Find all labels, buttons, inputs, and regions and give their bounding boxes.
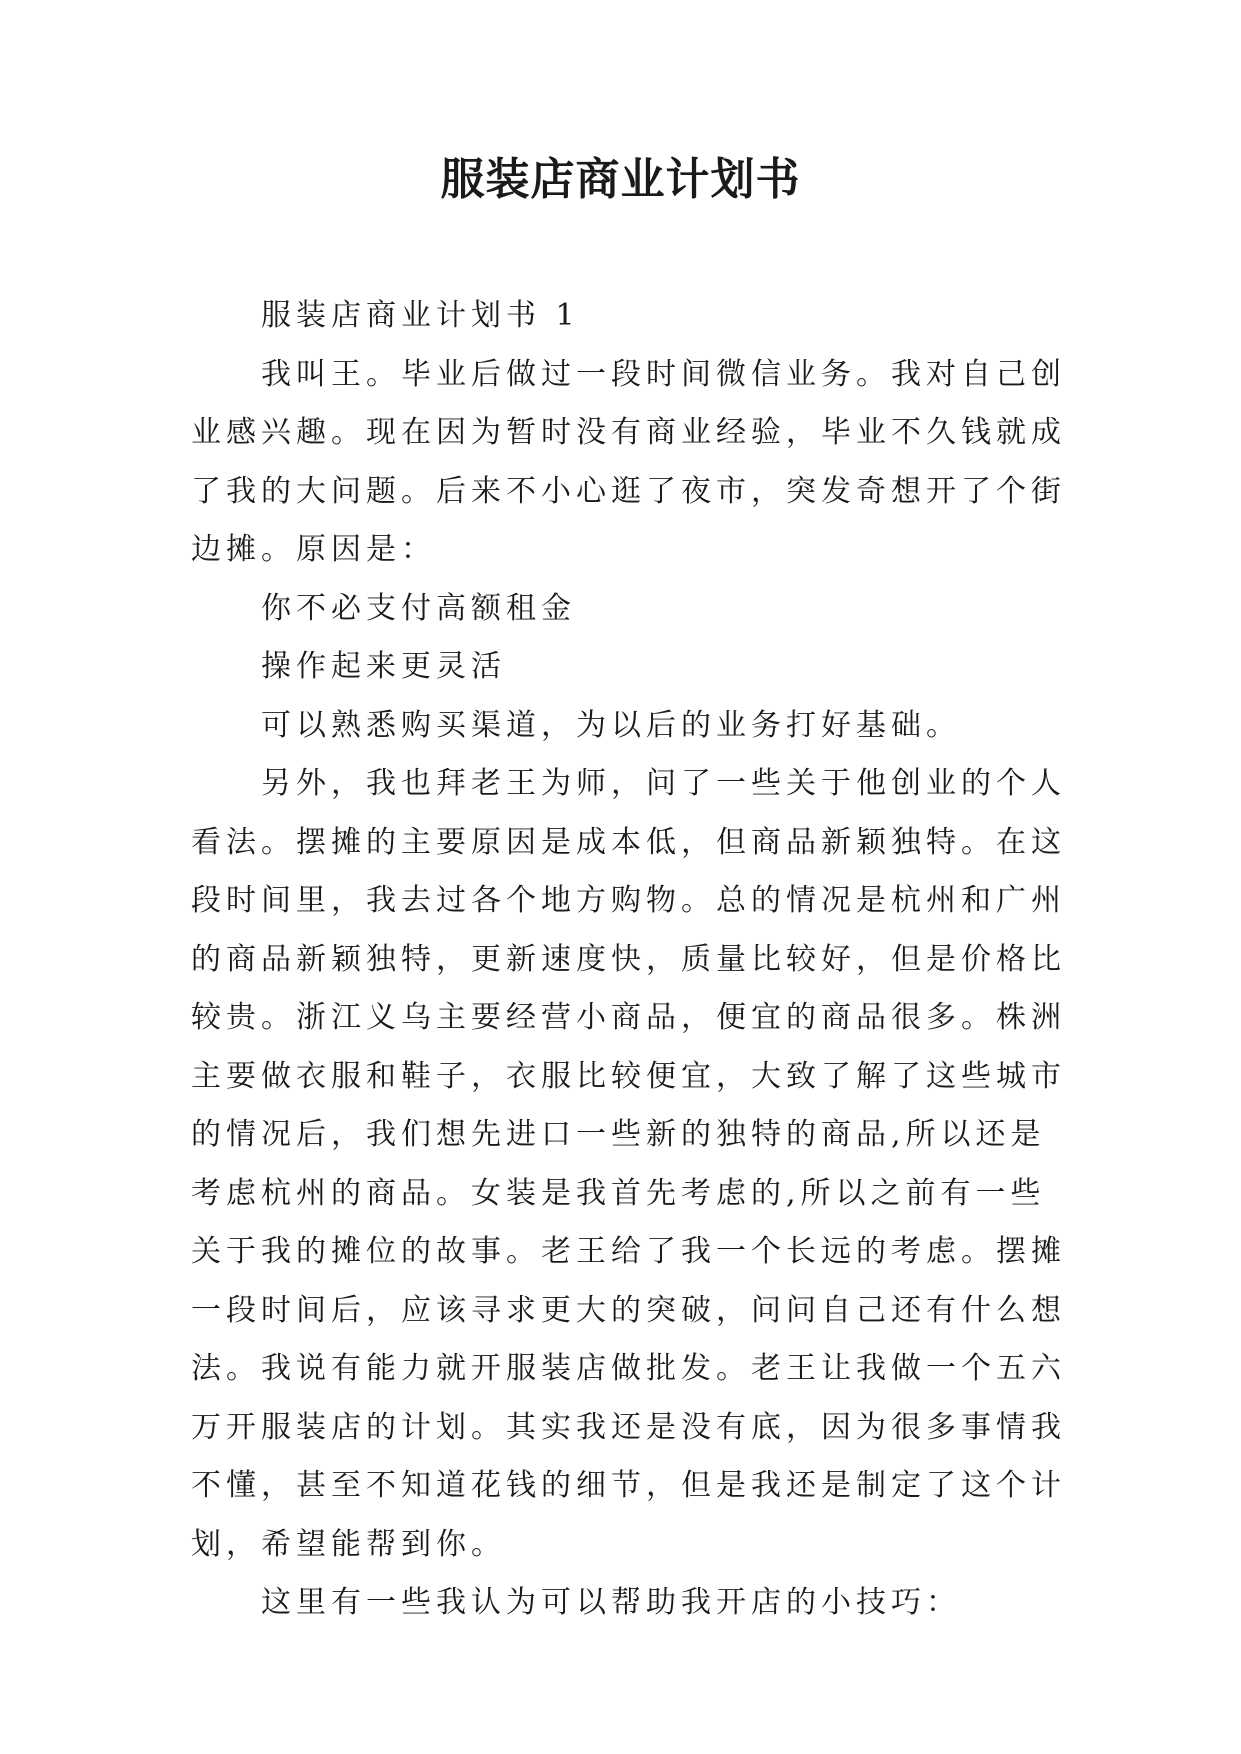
document-title: 服装店商业计划书 [440, 154, 801, 205]
reason-item: 操作起来更灵活 [261, 649, 506, 684]
section-heading: 服装店商业计划书 1 [261, 298, 580, 333]
paragraph-story: 另外，我也拜老王为师，问了一些关于他创业的个人看法。摆摊的主要原因是成本低，但商品新颖独特。在这段时间里，我去过各个地方购物。总的情况是杭州和广州的商品新颖独特，更新速度快，质量比较好，但是价格比较贵。浙江义乌主要经营小商品，便宜的商品很多。株洲主要做衣服和鞋子，衣服比较便宜，大致了解了这些城市的情况后，我们想先进口一些新的独特的商品,所以还是考虑杭州的商品。女装是我首先考虑的,所以之前有一些关于我的摊位的故事。老王给了我一个长远的考虑。摆摊一段时间后，应该寻求更大的突破，问问自己还有什么想法。我说有能力就开服装店做批发。老王让我做一个五六万开服装店的计划。其实我还是没有底，因为很多事情我不懂，甚至不知道花钱的细节，但是我还是制定了这个计划，希望能帮到你。 [191, 766, 1066, 1562]
reason-item: 你不必支付高额租金 [261, 590, 576, 626]
paragraph-tips-intro: 这里有一些我认为可以帮助我开店的小技巧： [261, 1585, 961, 1620]
paragraph-intro: 我叫王。毕业后做过一段时间微信业务。我对自己创业感兴趣。现在因为暂时没有商业经验，毕业不久钱就成了我的大问题。后来不小心逛了夜市，突发奇想开了个街边摊。原因是： [191, 356, 1066, 567]
document-body [191, 287, 1071, 1633]
reason-item: 可以熟悉购买渠道，为以后的业务打好基础。 [261, 707, 961, 743]
